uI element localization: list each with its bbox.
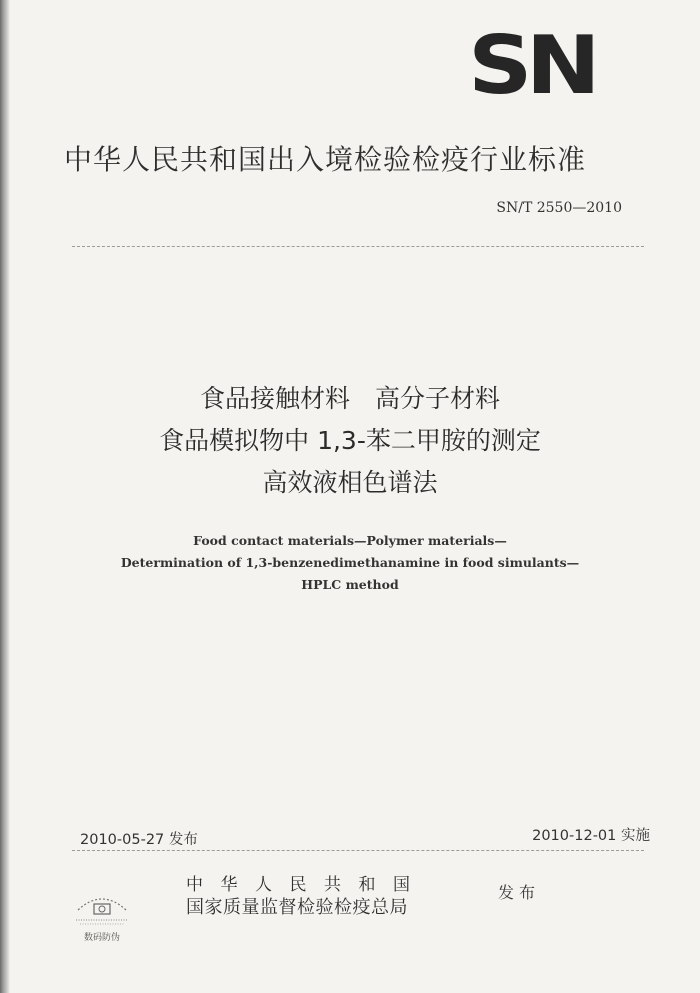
header-divider xyxy=(72,246,644,247)
chinese-title-line-1: 食品接触材料 高分子材料 xyxy=(199,384,500,413)
english-title-line-1: Food contact materials—Polymer materials— xyxy=(193,533,507,548)
issue-date: 2010-05-27 发布 xyxy=(80,832,198,848)
english-title-line-2: Determination of 1,3-benzenedimethanamine in food simulants— xyxy=(120,555,580,570)
issuer-line-2: 国家质量监督检验检疫总局 xyxy=(186,897,408,918)
issuer-line-1: 中华人民共和国 xyxy=(186,875,428,895)
implementation-date: 2010-12-01 实施 xyxy=(532,828,650,844)
organization-name: 中华人民共和国出入境检验检疫行业标准 xyxy=(64,143,587,176)
english-title xyxy=(0,530,700,596)
footer-divider xyxy=(72,850,644,851)
chinese-title xyxy=(0,378,700,504)
chinese-title-line-2: 食品模拟物中 1,3-苯二甲胺的测定 xyxy=(159,426,541,455)
sn-logo: SN xyxy=(468,19,595,112)
chinese-title-line-3: 高效液相色谱法 xyxy=(262,468,438,497)
issuing-authority xyxy=(186,874,428,920)
issue-label: 发布 xyxy=(498,883,541,902)
anti-counterfeit-label: 数码防伪 xyxy=(84,933,121,943)
english-title-line-3: HPLC method xyxy=(301,577,399,592)
standard-number: SN/T 2550—2010 xyxy=(496,200,622,216)
